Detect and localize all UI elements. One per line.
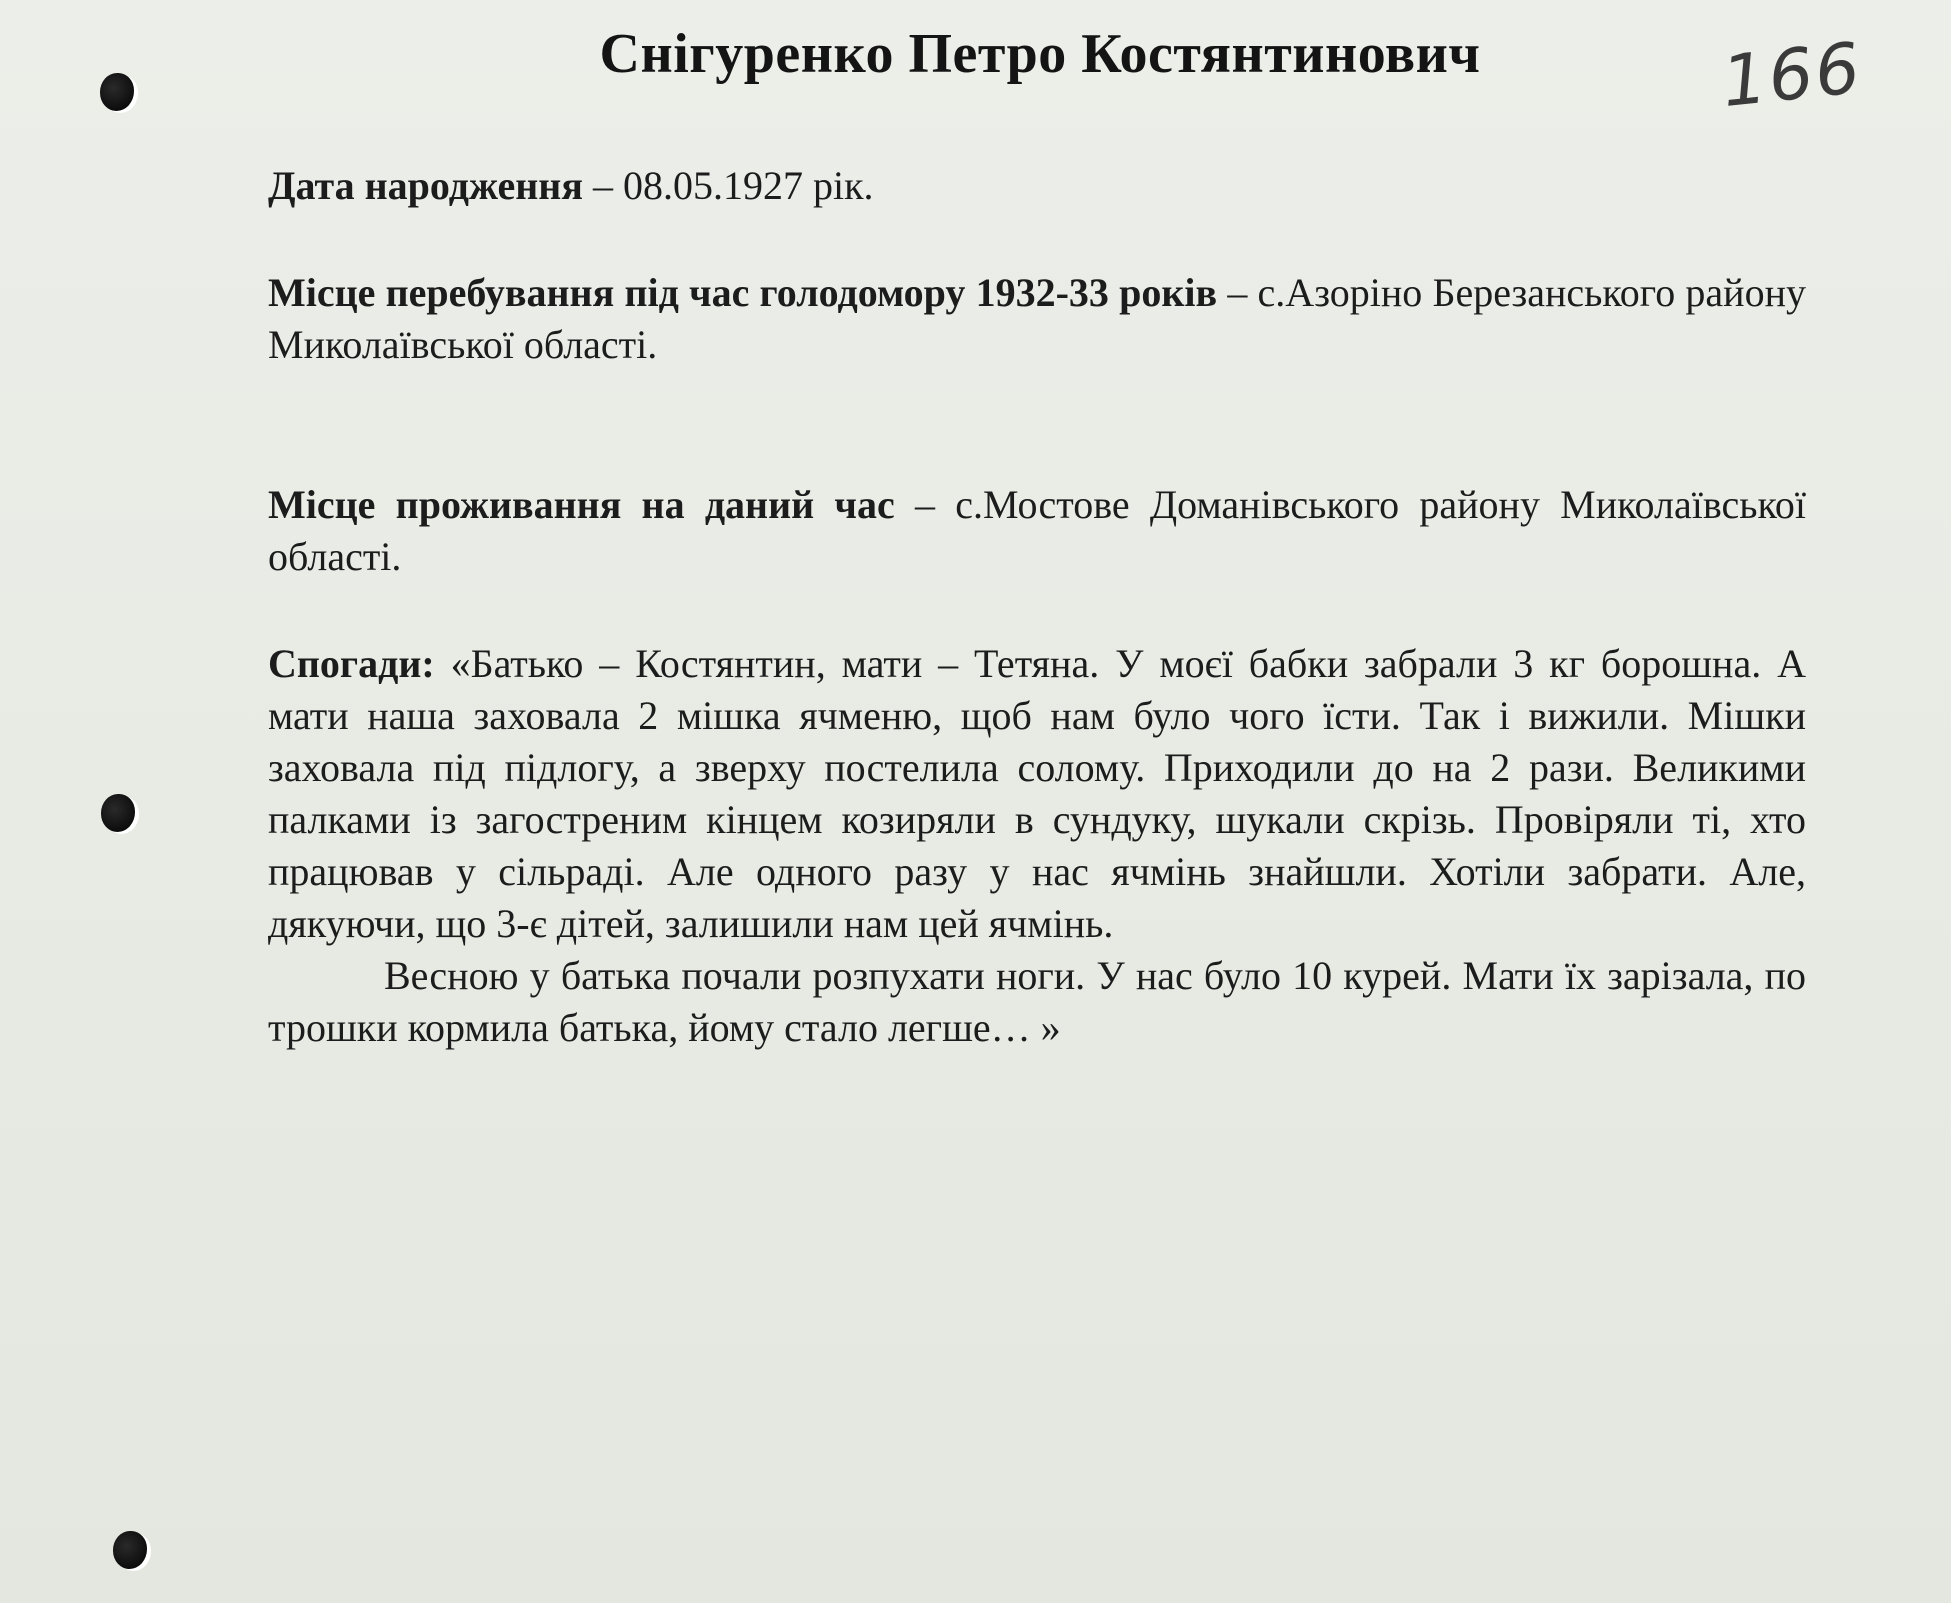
birth-date-value: – 08.05.1927 рік. — [582, 163, 874, 208]
memories-paragraph-2 — [268, 950, 1806, 1054]
memories-text-1: «Батько – Костянтин, мати – Тетяна. У моєї бабки забрали 3 кг борошна. А мати наша заховала 2 мішка ячменю, щоб нам було чого їсти. Так і вижили. Мішки заховала під підлогу, а зверху постелила солому. Приходили до на 2 рази. Великими палками із загостреним кінцем козиряли в сундуку, шукали скрізь. Провіряли ті, хто працював у сільраді. Але одного разу у нас ячмінь знайшли. Хотіли забрати. Але, дякуючи, що 3-є дітей, залишили нам цей ячмінь. — [268, 641, 1806, 946]
document-title: Снігуренко Петро Костянтинович — [599, 23, 1481, 85]
document-body — [268, 160, 1806, 1054]
memories-text-2: Весною у батька почали розпухати ноги. У нас було 10 курей. Мати їх зарізала, по трошки кормила батька, йому стало легше… » — [268, 953, 1806, 1050]
memories-label: Спогади: — [268, 641, 435, 686]
birth-date-field — [268, 160, 1806, 212]
punch-hole — [101, 794, 135, 832]
punch-hole — [113, 1531, 147, 1569]
current-residence-label: Місце проживання на даний час — [268, 482, 895, 527]
famine-location-field — [268, 267, 1806, 371]
birth-date-label: Дата народження — [268, 163, 583, 208]
memories-paragraph-1 — [268, 638, 1806, 950]
famine-location-label: Місце перебування під час голодомору 1932-33 років — [268, 270, 1218, 315]
current-residence-value: – с.Мостове Доманівського району Миколаївської області. — [268, 482, 1807, 579]
handwritten-page-number: 166 — [1718, 26, 1866, 124]
current-residence-field — [268, 479, 1806, 583]
famine-location-value: – с.Азоріно Березанського району Миколаївської області. — [268, 270, 1806, 367]
